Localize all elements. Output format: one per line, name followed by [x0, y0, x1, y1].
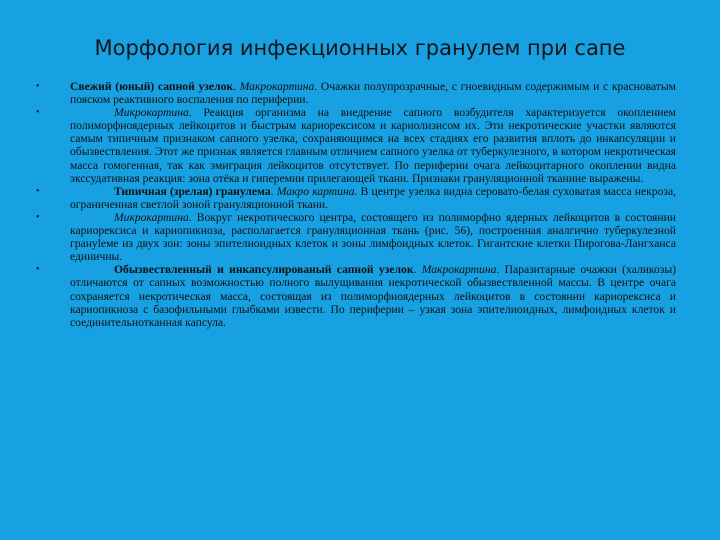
bullet-icon: •: [36, 211, 40, 223]
bullet-icon: •: [36, 81, 40, 92]
list-item: [36, 185, 676, 211]
bullet-icon: •: [36, 107, 40, 119]
list-item: [36, 80, 676, 106]
bullet-icon: •: [36, 185, 40, 197]
item-text: . Паразитарные очажки (халикозы) отличаются от сапных возможностью полного вылущивания некротической обызвествленной массы. В центре очага сохраняется некротическая масса, состоящая из полиморфноядерных лейкоцитов в состоянии кариорексиса и кариопикноза с базофильными глыбками извести. По периферии – узкая зона эпителиоидных, лимфоидных клеток и соединительнотканная капсула.: [70, 263, 676, 329]
item-heading: Обызвествленный и инкапсулированый сапной узелок: [114, 263, 414, 277]
item-text: . В центре узелка видна серовато-белая суховатая масса некроза, ограниченная светлой зоной грануляционной ткани.: [70, 184, 676, 211]
item-subheading: Макрокартина: [421, 263, 497, 277]
item-separator: .: [233, 80, 240, 93]
item-heading: Типичная (зрелая) гранулема: [114, 184, 271, 198]
slide-title: Морфология инфекционных гранулем при сапе: [94, 36, 626, 60]
item-subheading: Микрокартина: [114, 210, 189, 224]
item-text: . Реакция организма на внедрение сапного возбудителя характеризуется окоплением полиморфноядерных лейкоцитов и быстрым кариорексисом и кариолизисом их. Эти некротические участки являются самым типичным признаком сапного узелка, сохраняющимся на всех стадиях его развития вплоть до инкапсуляции и обызвествления. Этот же признак является главным отличием сапного узелка от туберкулезного, в котором некротическая масса гомогенная, так как эмиграция лейкоцитов отсутствует. По периферии очага лейкоцитарного окоплении видна экссудативная реакция: зона отёка и гиперемии прилегающей ткани. Признаки грануляционной тканине выражены.: [70, 106, 676, 185]
bullet-list: [36, 80, 676, 329]
item-separator: .: [270, 184, 277, 198]
list-item: [36, 106, 676, 185]
item-separator: .: [413, 263, 422, 277]
list-item: [36, 211, 676, 263]
list-item: [36, 263, 676, 328]
item-subheading: Микрокартина: [114, 106, 189, 120]
item-text: . Вокруг некротического центра, состоящего из полиморфно ядерных лейкоцитов в состоянии кариорексиса и кариопикноза, располагается грануляционная ткань (рис. 56), построенная аналгично туберкулезной грануleме из двух зон: зоны эпителиоидных клеток и зоны лимфоидных клеток. Гигантские клетки Пирогова-Лангханса единичны.: [70, 210, 676, 264]
bullet-icon: •: [36, 264, 40, 276]
item-subheading: Макро картина: [276, 184, 355, 198]
item-text: . Очажки полупрозрачные, с гноевидным содержимым и с красноватым пояском реактивного воспаления по периферии.: [70, 80, 676, 107]
item-heading: Свежий (юный) сапной узелок: [70, 80, 234, 93]
item-subheading: Макрокартина: [239, 80, 315, 93]
